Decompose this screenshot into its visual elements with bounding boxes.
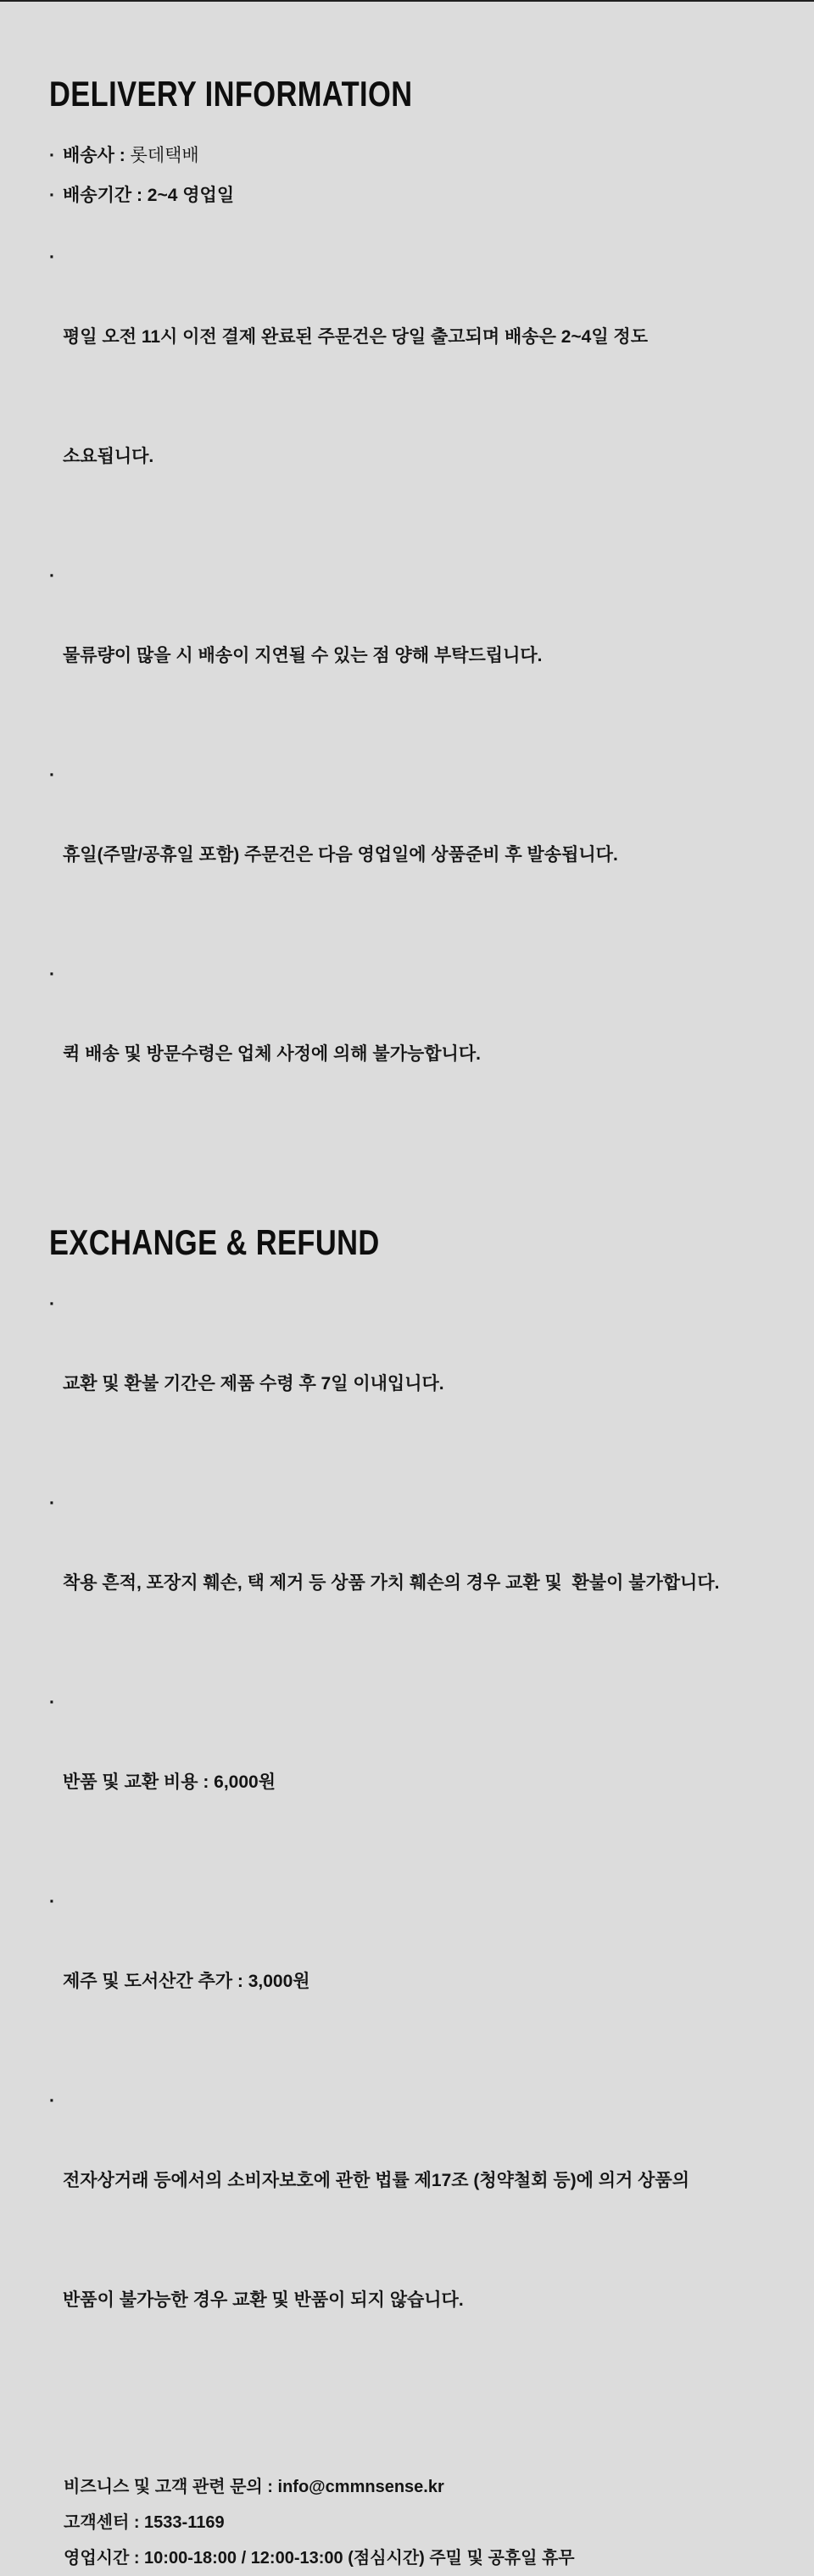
delivery-note [49,755,782,954]
exchange-note-text [63,1683,276,1882]
period-line: 배송기간 : 2~4 영업일 [63,186,235,205]
exchange-note [49,1882,782,2081]
exchange-note [49,2081,782,2400]
bullet-dot: · [49,1892,55,1911]
delivery-item-period [49,175,782,215]
exchange-note [49,1683,782,1882]
carrier-line [63,136,199,175]
exchange-notes-group [49,1284,782,2400]
exchange-note-text [63,1483,719,1683]
note-line: 반품 및 교환 비용 : 6,000원 [63,1772,276,1792]
delivery-note-text [63,755,618,954]
delivery-note [49,237,782,556]
note-line: 반품이 불가능한 경우 교환 및 반품이 되지 않습니다. [63,2290,464,2310]
note-line: 교환 및 환불 기간은 제품 수령 후 7일 이내입니다. [63,1374,444,1394]
note-line: 제주 및 도서산간 추가 : 3,000원 [63,1972,310,1991]
bullet-dot: · [49,146,55,165]
bullet-dot: · [49,1294,55,1314]
business-contact-line: 비즈니스 및 고객 관련 문의 : info@cmmnsense.kr [64,2478,444,2496]
note-line: 휴일(주말/공휴일 포함) 주문건은 다음 영업일에 상품준비 후 발송됩니다. [63,845,618,865]
bullet-dot: · [49,1494,55,1513]
bullet-dot: · [49,566,55,586]
delivery-notes-group [49,237,782,1154]
delivery-note [49,954,782,1154]
bullet-dot: · [49,248,55,267]
delivery-basic-group [49,136,782,215]
carrier-label: 배송사 : [63,146,131,165]
customer-center-line: 고객센터 : 1533-1169 [64,2513,225,2532]
carrier-value: 롯데택배 [130,146,199,165]
contact-block [49,2469,782,2576]
exchange-note-text [63,1284,444,1483]
note-line: 퀵 배송 및 방문수령은 업체 사정에 의해 불가능합니다. [63,1044,481,1064]
delivery-item-carrier [49,136,782,175]
exchange-refund-heading: EXCHANGE & REFUND [49,1222,380,1262]
note-line: 착용 흔적, 포장지 훼손, 택 제거 등 상품 가치 훼손의 경우 교환 및 환불이 불가합니다. [63,1573,720,1593]
info-content [0,2,814,2576]
note-line: 평일 오전 11시 이전 결제 완료된 주문건은 당일 출고되며 배송은 2~4일 정도 [63,327,649,347]
exchange-note [49,1284,782,1483]
delivery-note-text [63,556,543,755]
bullet-dot: · [49,765,55,785]
bullet-dot: · [49,186,55,205]
delivery-note-text [63,237,648,556]
note-line: 물류량이 많을 시 배송이 지연될 수 있는 점 양해 부탁드립니다. [63,646,543,665]
bullet-dot: · [49,1693,55,1712]
exchange-note [49,1483,782,1683]
exchange-note-text [63,2081,689,2400]
delivery-note [49,556,782,755]
business-hours-line: 영업시간 : 10:00-18:00 / 12:00-13:00 (점심시간) 주밀 및 공휴일 휴무 [64,2549,575,2568]
note-line: 전자상거래 등에서의 소비자보호에 관한 법률 제17조 (청약철회 등)에 의거 상품의 [63,2171,690,2190]
exchange-note-text [63,1882,310,2081]
delivery-info-heading: DELIVERY INFORMATION [49,74,413,114]
bullet-dot: · [49,965,55,984]
note-line: 소요됩니다. [63,447,154,466]
bullet-dot: · [49,2091,55,2111]
delivery-note-text [63,954,481,1154]
